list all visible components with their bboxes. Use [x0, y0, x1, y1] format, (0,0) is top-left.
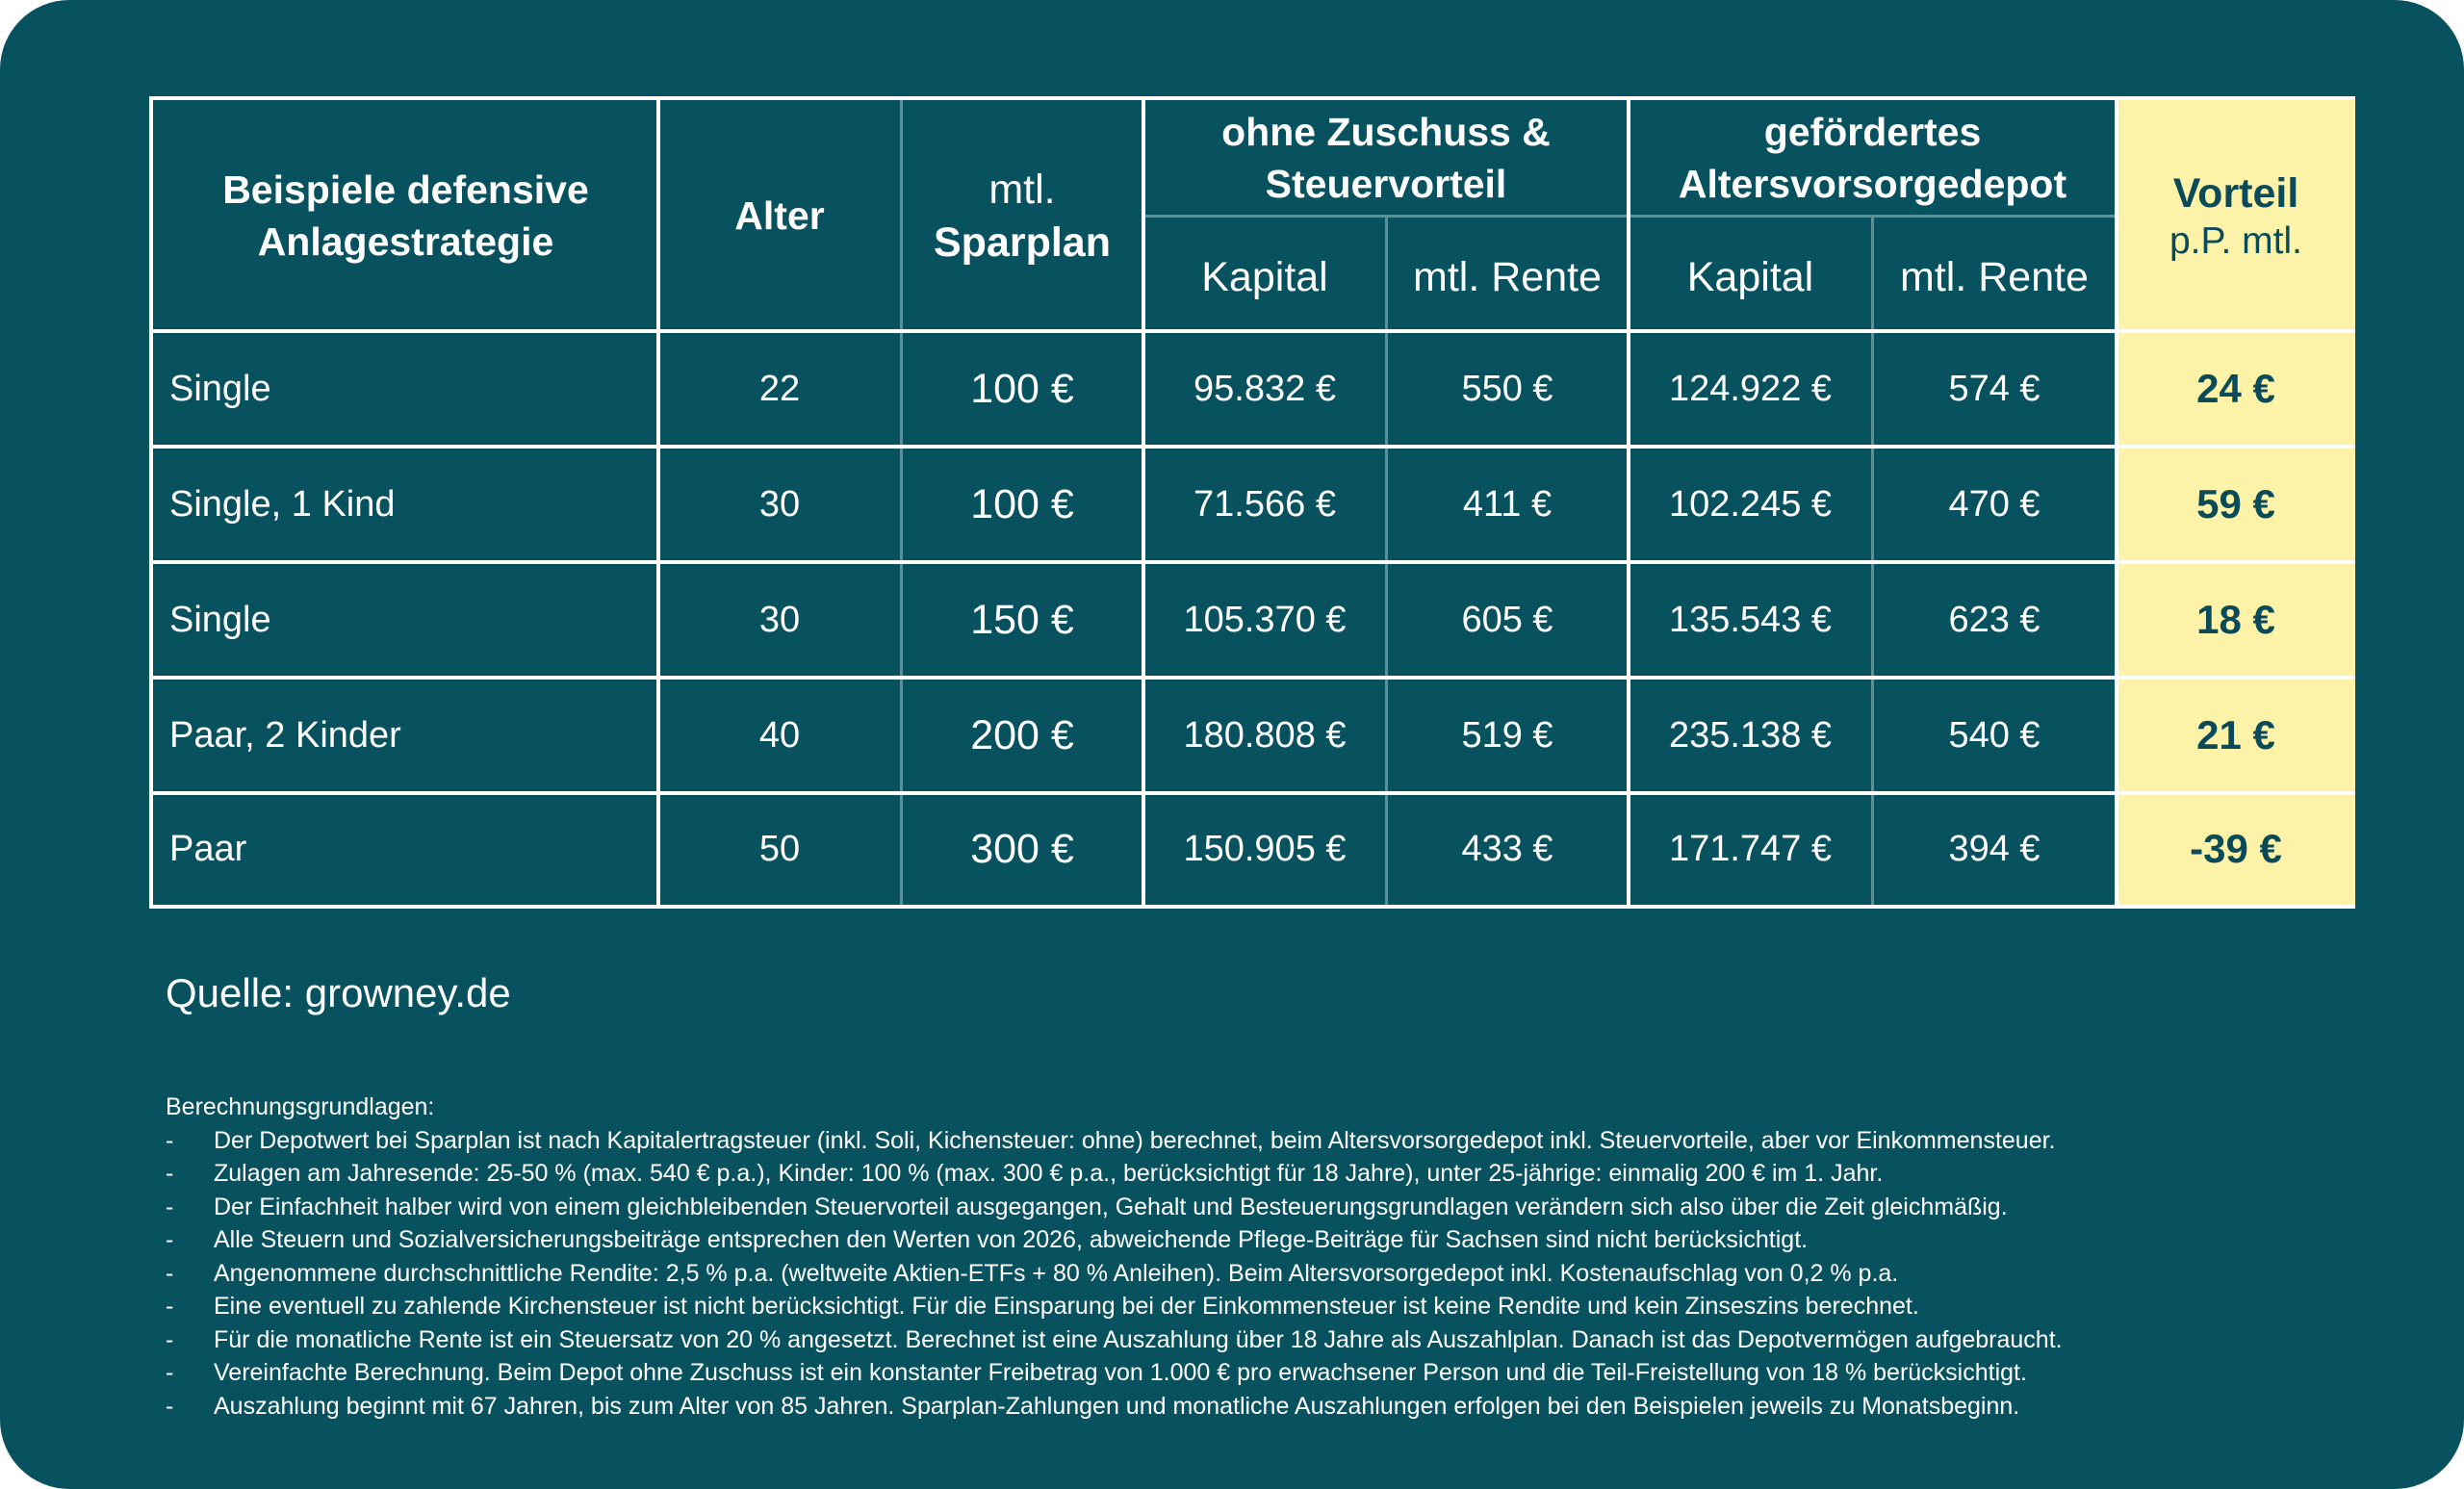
note-dash: -: [166, 1325, 174, 1353]
note-text: Zulagen am Jahresende: 25-50 % (max. 540 € p.a.), Kinder: 100 % (max. 300 € p.a., berücksichtigt für 18 Jahre), unter 25-jährige: einmalig 200 € im 1. Jahr.: [214, 1160, 1884, 1187]
note-text: Eine eventuell zu zahlende Kirchensteuer ist nicht berücksichtigt. Für die Einsparung bei der Einkommensteuer ist keine Rendite und kein Zinseszins berechnet.: [214, 1293, 1919, 1320]
note-dash: -: [166, 1359, 174, 1386]
header-vorteil-top: Vorteil: [2172, 170, 2299, 217]
note-text: Angenommene durchschnittliche Rendite: 2,5 % p.a. (weltweite Aktien-ETFs + 80 % Anleihen). Beim Altersvorsorgedepot inkl. Kostenaufschlag von 0,2 % p.a.: [214, 1259, 1899, 1287]
note-dash: -: [166, 1392, 174, 1420]
calculation-notes: [166, 1091, 2408, 1423]
note-text: Der Einfachheit halber wird von einem gleichbleibenden Steuervorteil ausgegangen, Gehalt und Besteuerungsgrundlagen verändern sich also über die Zeit gleichmäßig.: [214, 1193, 2008, 1220]
row-rente-b: 470 €: [1948, 483, 2040, 525]
row-rente-b: 574 €: [1948, 368, 2040, 409]
comparison-table: [149, 96, 2355, 909]
row-label: Single, 1 Kind: [169, 483, 396, 525]
note-item: [166, 1356, 2408, 1390]
row-sparplan: 200 €: [970, 711, 1074, 758]
grid-line-vertical: [1627, 100, 1630, 905]
grid-line-soft: [1145, 215, 1627, 218]
row-alter: 50: [758, 828, 801, 869]
row-alter: 30: [758, 599, 801, 640]
note-dash: -: [166, 1126, 174, 1154]
row-vorteil: 59 €: [2117, 447, 2355, 562]
grid-line-soft: [1630, 215, 2115, 218]
header-rente-a: mtl. Rente: [1413, 253, 1602, 300]
note-dash: -: [166, 1226, 174, 1253]
header-vorteil: [2117, 100, 2355, 331]
header-group-b-line2: Altersvorsorgedepot: [1678, 162, 2067, 206]
note-item: [166, 1124, 2408, 1158]
grid-line-vertical: [2115, 100, 2118, 905]
row-sparplan: 100 €: [970, 480, 1074, 527]
note-item: [166, 1323, 2408, 1357]
note-text: Alle Steuern und Sozialversicherungsbeiträge entsprechen den Werten von 2026, abweichende Pflege-Beiträge für Sachsen sind nicht berücksichtigt.: [214, 1226, 1809, 1253]
row-sparplan: 100 €: [970, 365, 1074, 412]
row-kapital-b: 235.138 €: [1668, 714, 1833, 756]
row-label: Paar: [169, 828, 247, 869]
header-group-ohne-zuschuss: [1143, 100, 1629, 216]
header-group-a-line2: Steuervorteil: [1265, 162, 1507, 206]
grid-line-horizontal: [153, 329, 2355, 333]
row-sparplan: 300 €: [970, 825, 1074, 872]
row-sparplan: 150 €: [970, 596, 1074, 643]
row-kapital-a: 180.808 €: [1183, 714, 1347, 756]
note-dash: -: [166, 1160, 174, 1187]
note-item: [166, 1257, 2408, 1291]
row-alter: 30: [758, 483, 801, 525]
row-rente-a: 605 €: [1461, 599, 1553, 640]
row-vorteil: 18 €: [2117, 562, 2355, 678]
note-item: [166, 1223, 2408, 1257]
row-vorteil: 21 €: [2117, 678, 2355, 793]
row-label: Single: [169, 599, 271, 640]
header-sparplan: [901, 100, 1143, 331]
row-kapital-b: 102.245 €: [1668, 483, 1833, 525]
row-rente-b: 394 €: [1948, 828, 2040, 869]
row-kapital-b: 171.747 €: [1668, 828, 1833, 869]
note-text: Der Depotwert bei Sparplan ist nach Kapitalertragsteuer (inkl. Soli, Kichensteuer: ohne) berechnet, beim Altersvorsorgedepot inkl. Steuervorteile, aber vor Einkommensteuer.: [214, 1126, 2056, 1154]
note-item: [166, 1290, 2408, 1323]
note-item: [166, 1191, 2408, 1224]
note-dash: -: [166, 1259, 174, 1287]
grid-line-horizontal: [153, 676, 2355, 680]
notes-heading: Berechnungsgrundlagen:: [166, 1093, 435, 1120]
source-text: Quelle: growney.de: [166, 970, 511, 1015]
notes-list: [166, 1124, 2408, 1424]
header-sparplan-top: mtl.: [988, 167, 1056, 213]
note-dash: -: [166, 1193, 174, 1220]
row-kapital-b: 124.922 €: [1668, 368, 1833, 409]
row-label: Paar, 2 Kinder: [169, 714, 401, 756]
note-item: [166, 1157, 2408, 1191]
row-vorteil: -39 €: [2117, 793, 2355, 905]
row-alter: 22: [758, 368, 801, 409]
header-kapital-a: Kapital: [1201, 253, 1328, 300]
header-vorteil-bottom: p.P. mtl.: [2169, 220, 2302, 262]
grid-line-horizontal: [153, 791, 2355, 795]
header-alter: Alter: [734, 193, 825, 238]
note-text: Vereinfachte Berechnung. Beim Depot ohne Zuschuss ist ein konstanter Freibetrag von 1.000 € pro erwachsener Person und die Teil-Freistellung von 18 % berücksichtigt.: [214, 1359, 2027, 1386]
row-label: Single: [169, 368, 271, 409]
header-strategy-line2: Anlagestrategie: [257, 219, 554, 264]
row-kapital-a: 71.566 €: [1194, 483, 1336, 525]
row-rente-a: 433 €: [1461, 828, 1553, 869]
row-rente-a: 519 €: [1461, 714, 1553, 756]
grid-line-horizontal: [153, 560, 2355, 564]
header-strategy: [153, 100, 658, 331]
row-kapital-b: 135.543 €: [1668, 599, 1833, 640]
header-group-a-line1: ohne Zuschuss &: [1221, 110, 1551, 154]
row-rente-b: 540 €: [1948, 714, 2040, 756]
row-rente-a: 550 €: [1461, 368, 1553, 409]
note-text: Auszahlung beginnt mit 67 Jahren, bis zum Alter von 85 Jahren. Sparplan-Zahlungen und monatliche Auszahlungen erfolgen bei den Beispielen jeweils zu Monatsbeginn.: [214, 1392, 2020, 1420]
row-kapital-a: 95.832 €: [1194, 368, 1336, 409]
header-strategy-line1: Beispiele defensive: [222, 167, 589, 212]
header-rente-b: mtl. Rente: [1900, 253, 2089, 300]
header-sparplan-bottom: Sparplan: [934, 219, 1111, 266]
note-text: Für die monatliche Rente ist ein Steuersatz von 20 % angesetzt. Berechnet ist eine Auszahlung über 18 Jahre als Auszahlplan. Danach ist das Depotvermögen aufgebraucht.: [214, 1325, 2063, 1353]
grid-line-vertical: [1142, 100, 1145, 905]
grid-line-soft: [900, 100, 903, 905]
header-group-b-line1: gefördertes: [1763, 110, 1982, 154]
row-kapital-a: 105.370 €: [1183, 599, 1347, 640]
row-alter: 40: [758, 714, 801, 756]
row-rente-b: 623 €: [1948, 599, 2040, 640]
row-rente-a: 411 €: [1462, 483, 1553, 525]
header-kapital-b: Kapital: [1686, 253, 1814, 300]
grid-line-vertical: [656, 100, 660, 905]
row-vorteil: 24 €: [2117, 331, 2355, 447]
grid-line-horizontal: [153, 445, 2355, 449]
note-dash: -: [166, 1293, 174, 1320]
note-item: [166, 1390, 2408, 1424]
row-kapital-a: 150.905 €: [1183, 828, 1347, 869]
header-group-altersvorsorgedepot: [1629, 100, 2117, 216]
